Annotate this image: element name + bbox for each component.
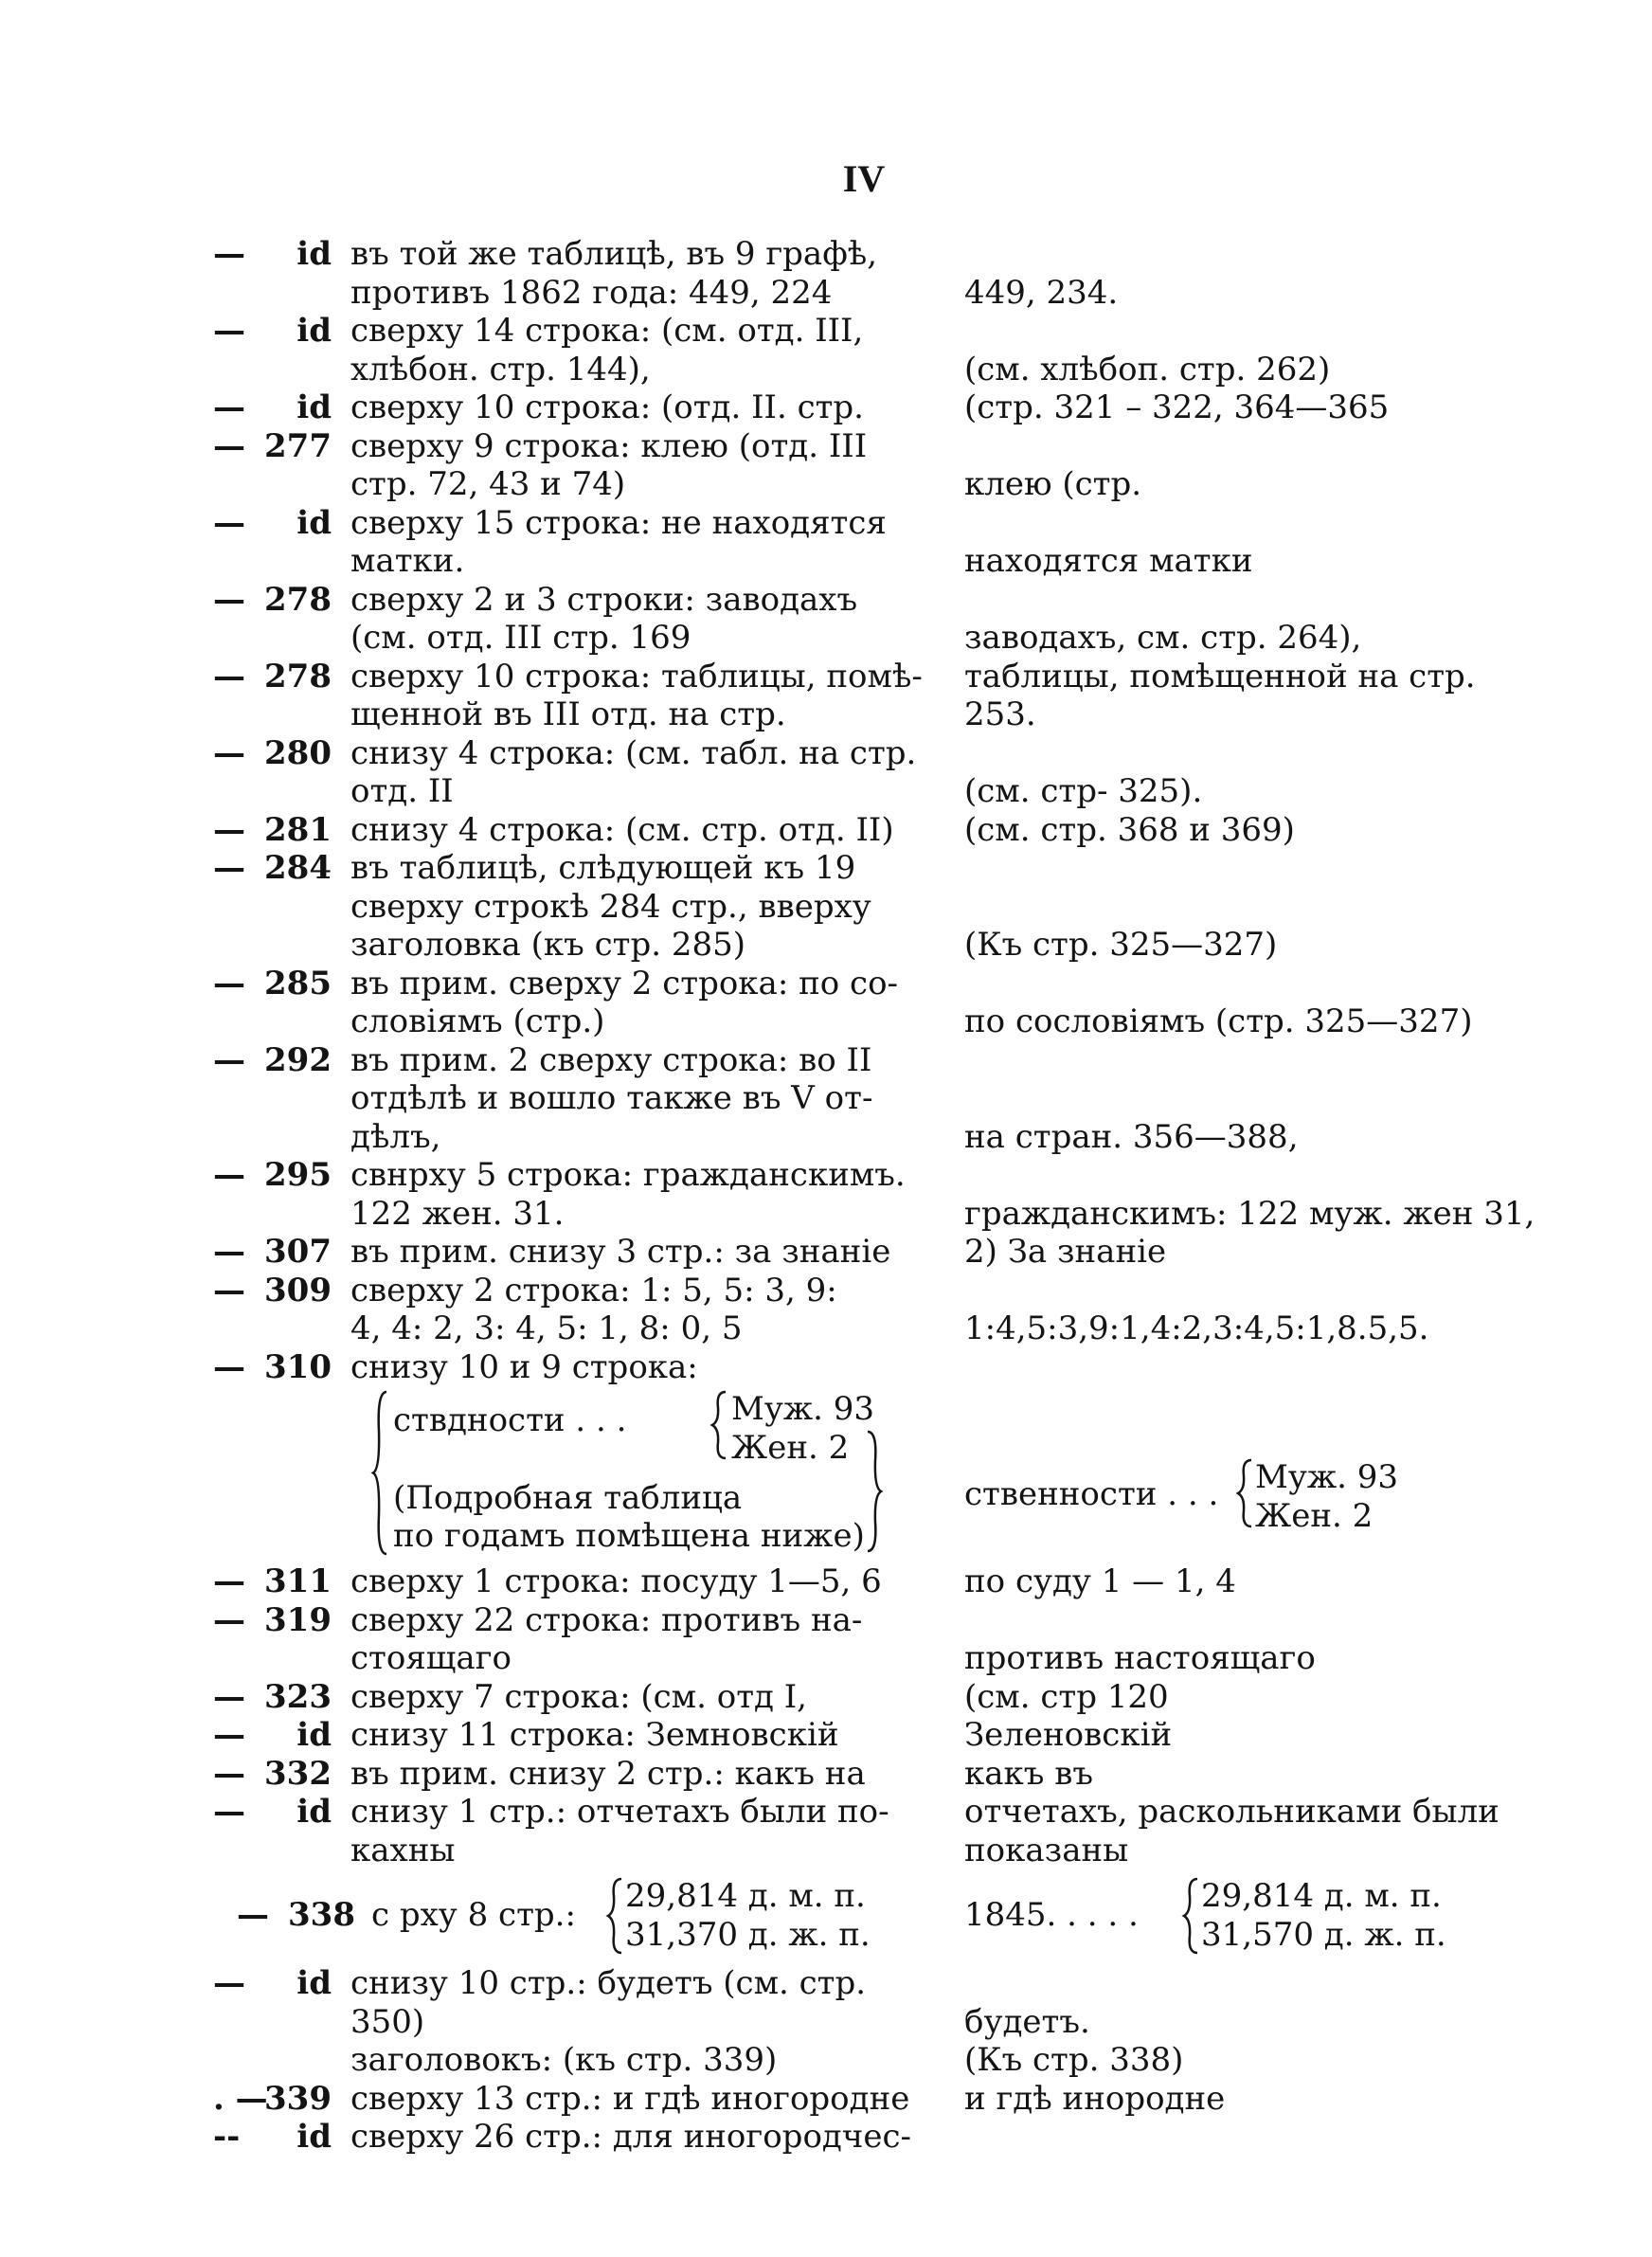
erratum-printed: въ таблицѣ, слѣдующей къ 19 — [350, 849, 856, 887]
erratum-printed: въ той же таблицѣ, въ 9 графѣ, — [350, 235, 878, 273]
row-dash: — — [213, 1964, 245, 2002]
erratum-correction: (стр. 321 – 322, 364—365 — [964, 388, 1390, 426]
row-page-ref: 311 — [264, 1562, 332, 1600]
row-dash: — — [213, 1677, 245, 1716]
erratum-correction: заводахъ, см. стр. 264), — [964, 619, 1362, 657]
row-dash: — — [213, 1716, 245, 1754]
erratum-printed: сверху 14 строка: (см. отд. III, — [350, 312, 864, 350]
row-page-ref: 295 — [264, 1156, 332, 1194]
row-page-ref: 280 — [264, 733, 332, 772]
erratum-printed: въ прим. снизу 3 стр.: за знаніе — [350, 1233, 891, 1271]
erratum-printed: (см. отд. III стр. 169 — [350, 619, 691, 657]
block-correction-women: Жен. 2 — [1255, 1496, 1374, 1535]
row-dash: — — [213, 1156, 245, 1194]
row-page-ref: 310 — [264, 1347, 332, 1386]
erratum-printed: щенной въ III отд. на стр. — [350, 695, 786, 733]
row-dash: — — [213, 1347, 245, 1386]
row-page-ref: 323 — [264, 1677, 332, 1716]
block-note: по годамъ помѣщена ниже) — [393, 1517, 865, 1555]
erratum-correction: (см. стр. 368 и 369) — [964, 810, 1295, 849]
erratum-correction: клею (стр. — [964, 465, 1142, 503]
erratum-correction: по сословіямъ (стр. 325—327) — [964, 1002, 1473, 1040]
erratum-printed: хлѣбон. стр. 144), — [350, 350, 651, 388]
erratum-printed: сверху строкѣ 284 стр., вверху — [350, 887, 871, 926]
erratum-correction: (см. хлѣбоп. стр. 262) — [964, 350, 1331, 388]
row-page-ref: 277 — [264, 426, 332, 465]
erratum-printed: сверху 7 строка: (см. отд I, — [350, 1677, 807, 1716]
row-page-ref: id — [296, 1793, 332, 1831]
row-page-ref: id — [296, 312, 332, 350]
row-page-ref: 307 — [264, 1233, 332, 1271]
erratum-printed: свнрху 5 строка: гражданскимъ. — [350, 1156, 906, 1194]
row-page-ref: 278 — [264, 657, 332, 695]
row-page-ref: 309 — [264, 1271, 332, 1309]
block-note: (Подробная таблица — [393, 1479, 743, 1517]
block-correction-men: Муж. 93 — [1255, 1458, 1398, 1496]
block-word: с рху 8 стр.: — [371, 1896, 576, 1934]
curly-brace-icon — [1236, 1458, 1255, 1528]
row-dash: — — [213, 1040, 245, 1079]
block-women: Жен. 2 — [731, 1428, 850, 1467]
row-dash: — — [213, 235, 245, 273]
erratum-printed: сверху 22 строка: противъ на- — [350, 1600, 863, 1639]
row-page-ref: 278 — [264, 580, 332, 619]
row-dash: — — [237, 1896, 269, 1934]
row-dash: — — [213, 503, 245, 542]
row-page-ref: 332 — [264, 1754, 332, 1793]
erratum-correction: находятся матки — [964, 542, 1253, 580]
erratum-printed: снизу 4 строка: (см. стр. отд. II) — [350, 810, 894, 849]
erratum-printed: отд. II — [350, 772, 454, 810]
erratum-printed: 4, 4: 2, 3: 4, 5: 1, 8: 0, 5 — [350, 1309, 743, 1347]
erratum-printed: снизу 10 и 9 строка: — [350, 1347, 698, 1386]
erratum-printed: противъ 1862 года: 449, 224 — [350, 273, 833, 312]
block-correction-women: 31,570 д. ж. п. — [1201, 1915, 1446, 1954]
block-word: ствдности . . . — [393, 1401, 627, 1439]
erratum-correction: по суду 1 — 1, 4 — [964, 1562, 1236, 1600]
erratum-correction: и гдѣ инородне — [964, 2079, 1226, 2118]
block-men: 29,814 д. м. п. — [625, 1877, 866, 1915]
erratum-correction: Зеленовскій — [964, 1716, 1173, 1754]
erratum-correction: таблицы, помѣщенной на стр. — [964, 657, 1476, 695]
row-dash: — — [213, 580, 245, 619]
erratum-correction: будетъ. — [964, 2002, 1090, 2041]
row-dash: — — [213, 1271, 245, 1309]
block-men: Муж. 93 — [731, 1390, 874, 1428]
block-women: 31,370 д. ж. п. — [625, 1915, 871, 1954]
block-correction-word: ственности . . . — [964, 1475, 1219, 1513]
row-dash: — — [213, 964, 245, 1002]
erratum-correction: какъ въ — [964, 1754, 1093, 1793]
erratum-printed: матки. — [350, 542, 465, 580]
erratum-printed: отдѣлѣ и вошло также въ V от- — [350, 1079, 873, 1117]
row-page-ref: id — [296, 235, 332, 273]
erratum-printed: кахны — [350, 1831, 456, 1869]
erratum-printed: сверху 2 и 3 строки: заводахъ — [350, 580, 858, 619]
curly-brace-icon — [710, 1390, 729, 1460]
erratum-printed: словіямъ (стр.) — [350, 1002, 605, 1040]
erratum-correction: (см. стр- 325). — [964, 772, 1203, 810]
row-dash: — — [213, 1793, 245, 1831]
erratum-printed: сверху 10 строка: (отд. II. стр. — [350, 388, 864, 426]
row-page-ref: id — [296, 2118, 332, 2156]
row-dash: — — [213, 1754, 245, 1793]
row-page-ref: 284 — [264, 849, 332, 887]
erratum-printed: снизу 4 строка: (см. табл. на стр. — [350, 733, 917, 772]
erratum-correction: противъ настоящаго — [964, 1639, 1316, 1677]
curly-brace-icon — [371, 1390, 390, 1556]
row-dash: — — [213, 810, 245, 849]
row-page-ref: id — [296, 503, 332, 542]
erratum-correction: 253. — [964, 695, 1036, 733]
row-dash: — — [213, 312, 245, 350]
row-page-ref: id — [296, 388, 332, 426]
erratum-correction: отчетахъ, раскольниками были — [964, 1793, 1499, 1831]
erratum-correction: 1:4,5:3,9:1,4:2,3:4,5:1,8.5,5. — [964, 1309, 1429, 1347]
erratum-printed: сверху 15 строка: не находятся — [350, 503, 887, 542]
row-dash: — — [213, 1562, 245, 1600]
row-page-ref: 319 — [264, 1600, 332, 1639]
erratum-printed: въ прим. 2 сверху строка: во II — [350, 1040, 872, 1079]
row-dash: — — [213, 657, 245, 695]
row-page-ref: 281 — [264, 810, 332, 849]
block-correction-men: 29,814 д. м. п. — [1201, 1877, 1442, 1915]
row-dash: — — [213, 1600, 245, 1639]
erratum-correction: показаны — [964, 1831, 1129, 1869]
erratum-correction: (Къ стр. 325—327) — [964, 926, 1278, 964]
erratum-correction: на стран. 356—388, — [964, 1117, 1299, 1156]
erratum-printed: въ прим. сверху 2 строка: по со- — [350, 964, 899, 1002]
erratum-printed: 350) — [350, 2002, 425, 2041]
row-page-ref: 338 — [288, 1896, 355, 1934]
erratum-printed: снизу 10 стр.: будетъ (см. стр. — [350, 1964, 867, 2002]
row-page-ref: 339 — [264, 2079, 332, 2118]
erratum-printed: снизу 1 стр.: отчетахъ были по- — [350, 1793, 889, 1831]
erratum-printed: сверху 2 строка: 1: 5, 5: 3, 9: — [350, 1271, 837, 1309]
row-dash: — — [213, 426, 245, 465]
row-page-ref: id — [296, 1716, 332, 1754]
erratum-printed: въ прим. снизу 2 стр.: какъ на — [350, 1754, 866, 1793]
erratum-correction: (см. стр 120 — [964, 1677, 1169, 1716]
row-page-ref: id — [296, 1964, 332, 2002]
curly-brace-icon — [606, 1877, 625, 1955]
erratum-printed: заголовка (къ стр. 285) — [350, 926, 745, 964]
erratum-printed: сверху 10 строка: таблицы, помѣ- — [350, 657, 923, 695]
row-dash: — — [213, 849, 245, 887]
erratum-printed: снизу 11 строка: Земновскій — [350, 1716, 839, 1754]
erratum-printed: сверху 9 строка: клею (отд. III — [350, 426, 868, 465]
erratum-correction: гражданскимъ: 122 муж. жен 31, — [964, 1194, 1535, 1233]
erratum-printed: сверху 1 строка: посуду 1—5, 6 — [350, 1562, 882, 1600]
row-dash: — — [213, 388, 245, 426]
curly-brace-icon — [1182, 1877, 1201, 1955]
erratum-printed: 122 жен. 31. — [350, 1194, 565, 1233]
row-dash: . — — [213, 2079, 268, 2118]
row-page-ref: 292 — [264, 1040, 332, 1079]
erratum-printed: сверху 13 стр.: и гдѣ иногородне — [350, 2079, 910, 2118]
row-dash: — — [213, 1233, 245, 1271]
row-page-ref: 285 — [264, 964, 332, 1002]
row-dash: -- — [213, 2118, 241, 2156]
erratum-correction: 449, 234. — [964, 273, 1119, 312]
erratum-printed: заголовокъ: (къ стр. 339) — [350, 2041, 778, 2079]
erratum-printed: стоящаго — [350, 1639, 512, 1677]
curly-brace-icon — [864, 1430, 883, 1553]
erratum-correction: (Къ стр. 338) — [964, 2041, 1184, 2079]
erratum-printed: стр. 72, 43 и 74) — [350, 465, 626, 503]
erratum-correction: 2) За знаніе — [964, 1233, 1167, 1271]
erratum-printed: сверху 26 стр.: для иногородчес- — [350, 2118, 911, 2156]
page-number: IV — [842, 157, 886, 200]
erratum-printed: дѣлъ, — [350, 1117, 441, 1156]
block-correction-word: 1845. . . . . — [964, 1896, 1139, 1934]
row-dash: — — [213, 733, 245, 772]
